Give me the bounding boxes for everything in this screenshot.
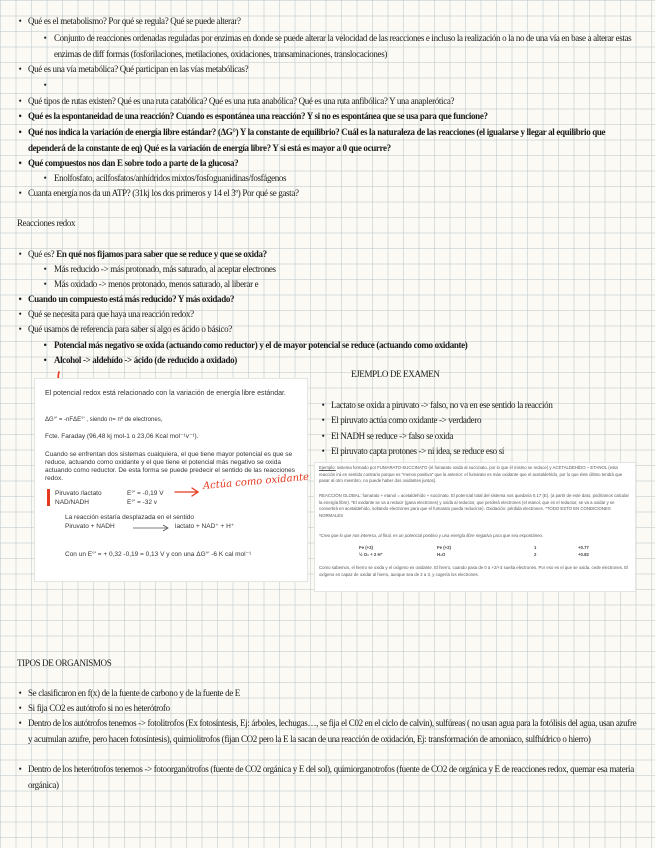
question: Qué es? bbox=[28, 249, 55, 259]
organism-note: Dentro de los autótrofos tenemos -> fotolitrofos (Ex fotosíntesis, Ej: árboles, lechugas…, se fija el C02 en el ciclo de calvin), sulfúreas ( no usan agua para la fotólisis del agua, usan azufre y acumulan azufre, pero hacen fotosíntesis), quimiolitrofos (fijan CO2 pero la E la sacan de una reacción de oxidación, Ej: transformación de amoniaco, sulfhídrico o hierro) bbox=[28, 718, 637, 744]
slide-intro: El potencial redox está relacionado con la variación de energía libre estándar. bbox=[45, 390, 286, 397]
question: Qué es la espontaneidad de una reacción? Cuando es espontánea una reacción? Y si no es espontánea que se usa para que funcione? bbox=[28, 111, 488, 121]
answer: Conjunto de reacciones ordenadas reguladas por enzimas en donde se puede alterar la velocidad de las reacciones e incluso la realización o la no de una vía en base a alterar estas enzimas de diff formas (fosforilaciones, metilaciones, oxidaciones, transaminaciones, translocaciones) bbox=[54, 33, 632, 59]
table-row: ½ O₂ + 2 H⁺ H₂O 2 +0.82 bbox=[359, 551, 589, 557]
slide-result: Con un E°' = + 0,32 -0,19 = 0,13 V y con una ΔG°' -6 K cal mol⁻¹ bbox=[65, 551, 252, 558]
answer: Más oxidado -> menos protonado, menos saturado, al liberar e bbox=[54, 279, 259, 289]
answer: Más reducido -> más protonado, más saturado, al aceptar electrones bbox=[54, 264, 276, 274]
answer: Enolfosfato, acilfosfatos/anhídridos mixtos/fosfoguanidinas/fosfágenos bbox=[54, 173, 287, 183]
slide-formula: ΔG°' = -nFΔE°' , siendo n= nº de electrones, bbox=[45, 417, 163, 423]
notes-page: • Qué es el metabolismo? Por qué se regula? Qué se puede alterar? • Conjunto de reacciones ordenadas reguladas por enzimas en donde se puede alterar la velocidad de las reacciones e incluso la realización o la no de una vía en base a alterar estas enzimas de diff formas (fosforilaciones, metilaciones, oxidaciones, transaminaciones, translocaciones) • Qué es una vía metabólica? Qué participan en las vías metabólicas? • • Qué tipos de rutas existen? Qué es una ruta catabólica? Qué es una ruta anabólica? Qué es una ruta anfibólica? Y una anaplerótica? • Qué es la espontaneidad de una reacción? Cuando es espontánea una reacción? Y si no es espontánea que se usa para que funcione? • Qué nos indica la variación de energía libre estándar? (ΔG°) Y la constante de equilibrio? Cuál es la naturaleza de las reacciones (el igualarse y llegar al equilibrio que dependerá de la constante de eq) Qué es la variación de energía libre? Y si está es mayor a 0 que ocurre? • Qué compuestos nos dan E sobre todo a parte de la glucosa? • Enolfosfato, acilfosfatos/anhídridos mixtos/fosfoguanidinas/fosfágenos • Cuanta energía nos da un ATP? (31kj los dos primeros y 14 el 3º) Por qué se gasta? Reacciones redox • Qué es? En qué nos fijamos para saber que se reduce y que se oxida? • Más reducido -> más protonado, más saturado, al aceptar electrones • Más oxidado -> menos protonado, menos saturado, al liberar e • Cuando un compuesto está más reducido? Y más oxidado? • Qué se necesita para que haya una reacción redox? • Qué usamos de referencia para saber si algo es ácido o básico? • Potencial más negativo se oxida (actuando como reductor) y el de mayor potencial se reduce (actuando como oxidante) • Alcohol -> aldehído -> ácido (de reducido a oxidado) El potencial redox está relacionado con la variación de energía libre estándar. ΔG°' = -nFΔE°' , siendo n= nº de electrones, Fcte. Faraday (96,48 kj mol-1 o 23,06 Kcal mol⁻¹v⁻¹). Cuando se enfrentan dos sistemas cualquiera, el que tiene mayor potencial es que se reduce, actuando como oxidante y el que tiene el potencial más negativo se oxida actuando como reductor. De esta forma se puede predecir el sentido de las reacciones redox. Piruvato /lactato E°' = -0,19 V NAD/NADH E°' = -32 v Actúa como oxidante La reacción estaría desplazada en el sentido Piruvato + NADH lactato + NAD⁺ + H⁺ Con un E°' = + 0,32 -0,19 = 0,13 V y con una ΔG°' -6 K cal mol⁻¹ EJEMPLO DE EXAMEN • Lactato se oxida a piruvato -> falso, no va en ese sentido la reacción • El piruvato actúa como oxidante -> verdadero • El NADH se reduce -> falso se oxida • El piruvato capta protones -> ni idea, se reduce eso sí Ejemplo: sistema formado por FUMARATO-SUCCINATO (el fumarato oxida al succinato, por lo que él mismo se reduce) y ACETALDEHÍDO – ETANOL (esta reacción irá en sentido contrario porque es "menos positiva" que la anterior: el fumarato es más oxidante que el acetaldehído, por lo que éste último tendrá que pasar al otro miembro, no puede haber dos oxidantes juntos). REACCIÓN GLOBAL: fumarato + etanol = acetaldehído + succinato. El potencial total del sistema nos quedaría 0,17 (E). (a partir de este dato, podríamos calcular la energía libre). *El oxidante se va a reducir (gana electrones) y oxida al reductor, que perderá electrones (el etanol, que es el reductor, se va a oxidar y se convertirá en acetaldehído, soltando electrones para que el fumarato pueda reducirse). Oxidación: pérdida electrones. *TODO ESTO EN CONDICIONES NORMALES *Creo que lo que nos interesa, al final, es un potencial positivo y una energía libre negativa para que sea espontáneo. Fe (+3) Fe (+2) 1 +0.77 ½ O₂ + 2 H⁺ H₂O 2 +0.82 Como sabemos, el hierro se oxida y el oxígeno es oxidante. El hierro, cuando pasa de 0 a +2/+3 suelta electrones. Por eso es el que se oxida, cede electrones. El oxígeno es capaz de oxidar al hierro, aunque sea de 2 a 3, y cogería los electrones. TIPOS DE ORGANISMOS • Se clasificaron en f(x) de la fuente de carbono y de la fuente de E • Si fija CO2 es autótrofo si no es heterótrofo • Dentro de los autótrofos tenemos -> fotolitrofos (Ex fotosíntesis, Ej: árboles, lechugas…, se fija el C02 en el ciclo de calvin), sulfúreas ( no usan agua para la fotólisis del agua, usan azufre y acumulan azufre, pero hacen fotosíntesis), quimiolitrofos (fijan CO2 pero la E la sacan de una reacción de oxidación, Ej: transformación de amoniaco, sulfhídrico o hierro) • Dentro de los heterótrofos tenemos -> fotoorganótrofos (fuente de CO2 orgánica y E del sol), quimiorganotrofos (fuente de CO2 de orgánica y E de reacciones redox, quemar esa materia orgánica) bbox=[0, 0, 655, 848]
doc-example-text: sistema formado por FUMARATO-SUCCINATO (el fumarato oxida al succinato, por lo que él mismo se reduce) y ACETALDEHÍDO – ETANOL (esta reacción irá en sentido contrario porque es "menos positiva" que la anterior: el fumarato es más oxidante que el acetaldehído, por lo que éste último tendrá que pasar al otro miembro, no puede haber dos oxidantes juntos). bbox=[319, 465, 623, 484]
answer: Alcohol -> aldehído -> ácido (de reducido a oxidado) bbox=[54, 355, 237, 365]
doc-example-label: Ejemplo: bbox=[319, 465, 336, 470]
redox-slide-image bbox=[34, 378, 308, 582]
question: Qué compuestos nos dan E sobre todo a parte de la glucosa? bbox=[28, 158, 239, 168]
slide-faraday: Fcte. Faraday (96,48 kj mol-1 o 23,06 Kcal mol⁻¹v⁻¹). bbox=[45, 433, 199, 440]
pair-piruvato-potential: E°' = -0,19 V bbox=[127, 490, 164, 497]
pair-nad-potential: E°' = -32 v bbox=[127, 499, 158, 506]
question: Cuando un compuesto está más reducido? Y más oxidado? bbox=[28, 294, 235, 304]
handwritten-annotation: Actúa como oxidante bbox=[202, 471, 310, 492]
slide-paragraph: Cuando se enfrentan dos sistemas cualquiera, el que tiene mayor potencial es que se reduce, actuando como oxidante y el que tiene el potencial más negativo se oxida actuando como reductor. De esta forma se puede predecir el sentido de las reacciones redox. bbox=[45, 451, 296, 482]
example-item: Lactato se oxida a piruvato -> falso, no va en ese sentido la reacción bbox=[331, 400, 553, 410]
pair-nad: NAD/NADH bbox=[55, 499, 89, 506]
doc-global: REACCIÓN GLOBAL: fumarato + etanol = acetaldehído + succinato. El potencial total del sistema nos quedaría 0,17 (E). (a partir de este dato, podríamos calcular la energía libre). *El oxidante se va a reducir (gana electrones) y oxida al reductor, que perderá electrones (el etanol, que es el reductor, se va a oxidar y se convertirá en acetaldehído, soltando electrones para que el fumarato pueda reducirse). Oxidación: pérdida electrones. *TODO ESTO EN CONDICIONES NORMALES bbox=[319, 493, 629, 518]
question: Qué es el metabolismo? Por qué se regula? Qué se puede alterar? bbox=[28, 16, 241, 26]
doc-closing: Como sabemos, el hierro se oxida y el oxígeno es oxidante. El hierro, cuando pasa de 0 a +2/+3 suelta electrones. Por eso es el que se oxida, cede electrones. El oxígeno es capaz de oxidar al hierro, aunque sea de 2 a 3, y cogería los electrones. bbox=[319, 565, 629, 577]
arrow-icon bbox=[173, 485, 203, 499]
doc-example bbox=[319, 465, 630, 485]
example-item: El piruvato actúa como oxidante -> verdadero bbox=[331, 415, 482, 425]
equation-left: Piruvato + NADH bbox=[65, 523, 115, 530]
question: Qué se necesita para que haya una reacción redox? bbox=[28, 309, 194, 319]
doc-note: *Creo que lo que nos interesa, al final, es un potencial positivo y una energía libre negativa para que sea espontáneo. bbox=[319, 533, 544, 538]
slide-shift: La reacción estaría desplazada en el sentido bbox=[65, 514, 195, 521]
doc-table bbox=[359, 545, 609, 558]
equation-right: lactato + NAD⁺ + H⁺ bbox=[175, 523, 235, 530]
organism-note: Dentro de los heterótrofos tenemos -> fotoorganótrofos (fuente de CO2 orgánica y E del sol), quimiorganotrofos (fuente de CO2 de orgánica y E de reacciones redox, quemar esa materia orgánica) bbox=[28, 764, 634, 790]
red-marker bbox=[47, 489, 50, 506]
answer: Potencial más negativo se oxida (actuando como reductor) y el de mayor potencial se reduce (actuando como oxidante) bbox=[54, 340, 468, 350]
reaction-arrow-icon bbox=[131, 523, 171, 533]
organism-note: Se clasificaron en f(x) de la fuente de carbono y de la fuente de E bbox=[28, 688, 240, 698]
section-heading: TIPOS DE ORGANISMOS bbox=[17, 658, 112, 668]
question: Cuanta energía nos da un ATP? (31kj los dos primeros y 14 el 3º) Por qué se gasta? bbox=[28, 188, 299, 198]
table-row: Fe (+3) Fe (+2) 1 +0.77 bbox=[359, 545, 589, 550]
example-item: El NADH se reduce -> falso se oxida bbox=[331, 431, 454, 441]
example-doc-image bbox=[314, 462, 636, 592]
pair-piruvato: Piruvato /lactato bbox=[55, 490, 102, 497]
question: Qué tipos de rutas existen? Qué es una ruta catabólica? Qué es una ruta anabólica? Qué es una ruta anfibólica? Y una anaplerótica? bbox=[28, 96, 455, 106]
section-heading: Reacciones redox bbox=[17, 218, 76, 228]
example-heading: EJEMPLO DE EXAMEN bbox=[351, 369, 440, 379]
organism-note: Si fija CO2 es autótrofo si no es heterótrofo bbox=[28, 703, 170, 713]
question: Qué es una vía metabólica? Qué participan en las vías metabólicas? bbox=[28, 64, 249, 74]
example-item: El piruvato capta protones -> ni idea, se reduce eso sí bbox=[331, 446, 505, 456]
question: Qué usamos de referencia para saber si algo es ácido o básico? bbox=[28, 324, 232, 334]
question-bold: En qué nos fijamos para saber que se reduce y que se oxida? bbox=[56, 249, 267, 259]
question: Qué nos indica la variación de energía libre estándar? (ΔG°) Y la constante de equilibrio? Cuál es la naturaleza de las reacciones (el igualarse y llegar al equilibrio que dependerá de la constante de eq) Qué es la variación de energía libre? Y si está es mayor a 0 que ocurre? bbox=[28, 127, 606, 153]
